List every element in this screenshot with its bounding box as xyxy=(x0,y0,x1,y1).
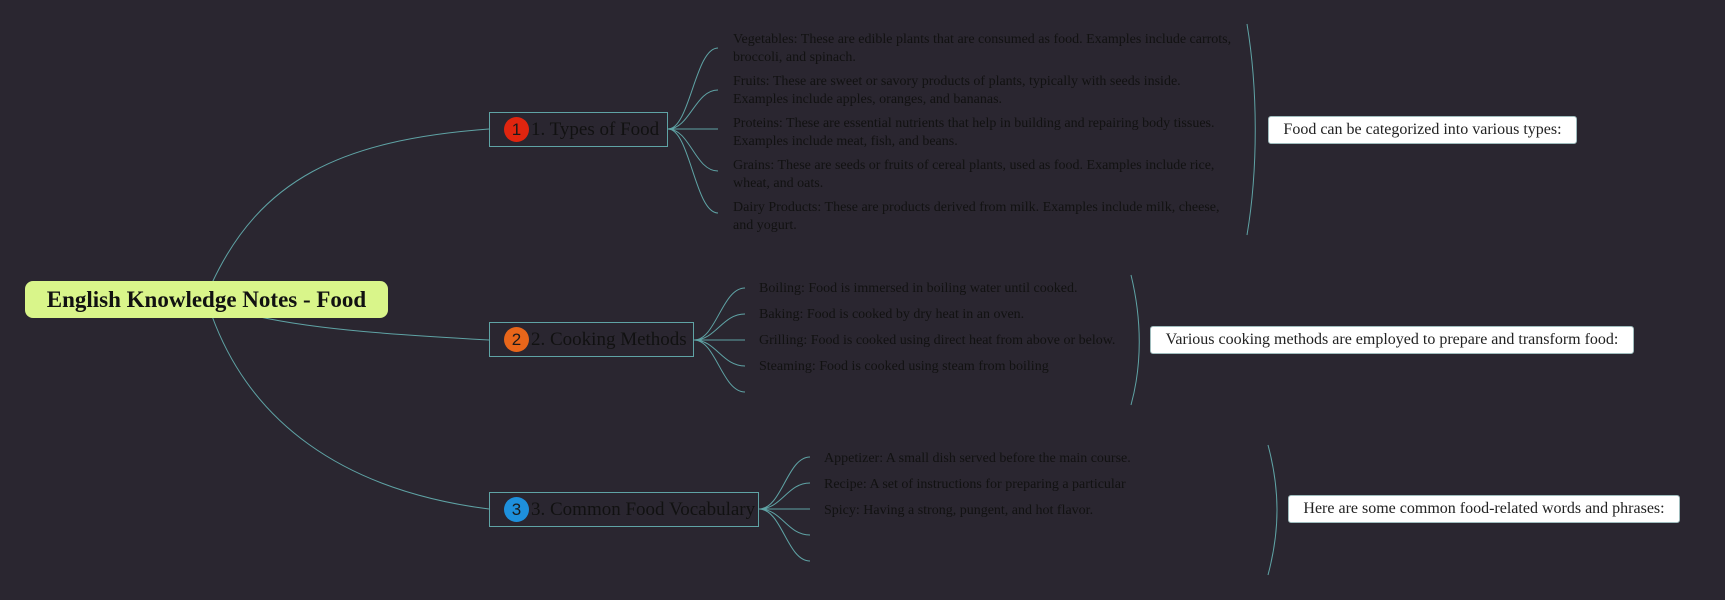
connector-t2-leaf-4 xyxy=(694,340,745,366)
summary-common-food-vocabulary[interactable]: Here are some common food-related words and phrases: xyxy=(1288,495,1680,523)
leaf-grains: Grains: These are seeds or fruits of cereal plants, used as food. Examples include rice, wheat, and oats. xyxy=(733,158,1215,191)
leaf-vegetables: Vegetables: These are edible plants that are consumed as food. Examples include carrots, broccoli, and spinach. xyxy=(733,32,1232,65)
leaf-grilling: Grilling: Food is cooked using direct heat from above or below. xyxy=(759,333,1116,348)
number-badge-3: 3 xyxy=(504,497,529,522)
connector-t1-leaf-1 xyxy=(668,48,718,129)
connector-t3-leaf-4 xyxy=(759,509,810,535)
leaf-recipe: Recipe: A set of instructions for preparing a particular xyxy=(824,477,1126,492)
connector-t3-leaf-5 xyxy=(759,509,810,561)
connector-t2-leaf-1 xyxy=(694,288,745,340)
connector-t2-leaf-5 xyxy=(694,340,745,392)
leaf-spicy: Spicy: Having a strong, pungent, and hot flavor. xyxy=(824,503,1094,518)
topic-label: 3. Common Food Vocabulary xyxy=(531,498,756,520)
connector-t2-leaf-2 xyxy=(694,314,745,340)
number-badge-1: 1 xyxy=(504,117,529,142)
number-badge-2: 2 xyxy=(504,327,529,352)
connector-root-topic-3 xyxy=(212,316,489,509)
leaf-baking: Baking: Food is cooked by dry heat in an oven. xyxy=(759,307,1025,322)
leaf-empty-2 xyxy=(824,554,1244,572)
topic-common-food-vocabulary[interactable] xyxy=(489,492,759,527)
connector-root-topic-2 xyxy=(260,317,489,340)
connector-t3-leaf-2 xyxy=(759,483,810,509)
leaf-empty-1 xyxy=(824,528,1244,546)
summary-bracket-1 xyxy=(1247,24,1255,235)
connector-t1-leaf-5 xyxy=(668,129,718,213)
leaf-dairy-products: Dairy Products: These are products derived from milk. Examples include milk, cheese, and yogurt. xyxy=(733,200,1220,233)
summary-bracket-3 xyxy=(1268,445,1277,575)
topic-types-of-food[interactable] xyxy=(489,112,668,147)
leaf-boiling: Boiling: Food is immersed in boiling water until cooked. xyxy=(759,281,1078,296)
leaf-proteins: Proteins: These are essential nutrients that help in building and repairing body tissues. Examples include meat, fish, and beans. xyxy=(733,116,1215,149)
leaf-fruits: Fruits: These are sweet or savory products of plants, typically with seeds inside. Examples include apples, oranges, and bananas. xyxy=(733,74,1181,107)
connector-t1-leaf-4 xyxy=(668,129,718,171)
summary-cooking-methods[interactable]: Various cooking methods are employed to prepare and transform food: xyxy=(1150,326,1634,354)
summary-types-of-food[interactable]: Food can be categorized into various types: xyxy=(1268,116,1577,144)
topic-cooking-methods[interactable] xyxy=(489,322,694,357)
connector-root-topic-1 xyxy=(212,129,489,283)
leaf-appetizer: Appetizer: A small dish served before the main course. xyxy=(824,451,1131,466)
root-topic[interactable]: English Knowledge Notes - Food xyxy=(25,281,388,318)
topic-label: 1. Types of Food xyxy=(531,118,660,140)
topic-label: 2. Cooking Methods xyxy=(531,328,687,350)
connector-t1-leaf-2 xyxy=(668,90,718,129)
connector-t3-leaf-1 xyxy=(759,457,810,509)
leaf-steaming: Steaming: Food is cooked using steam from boiling xyxy=(759,359,1049,374)
